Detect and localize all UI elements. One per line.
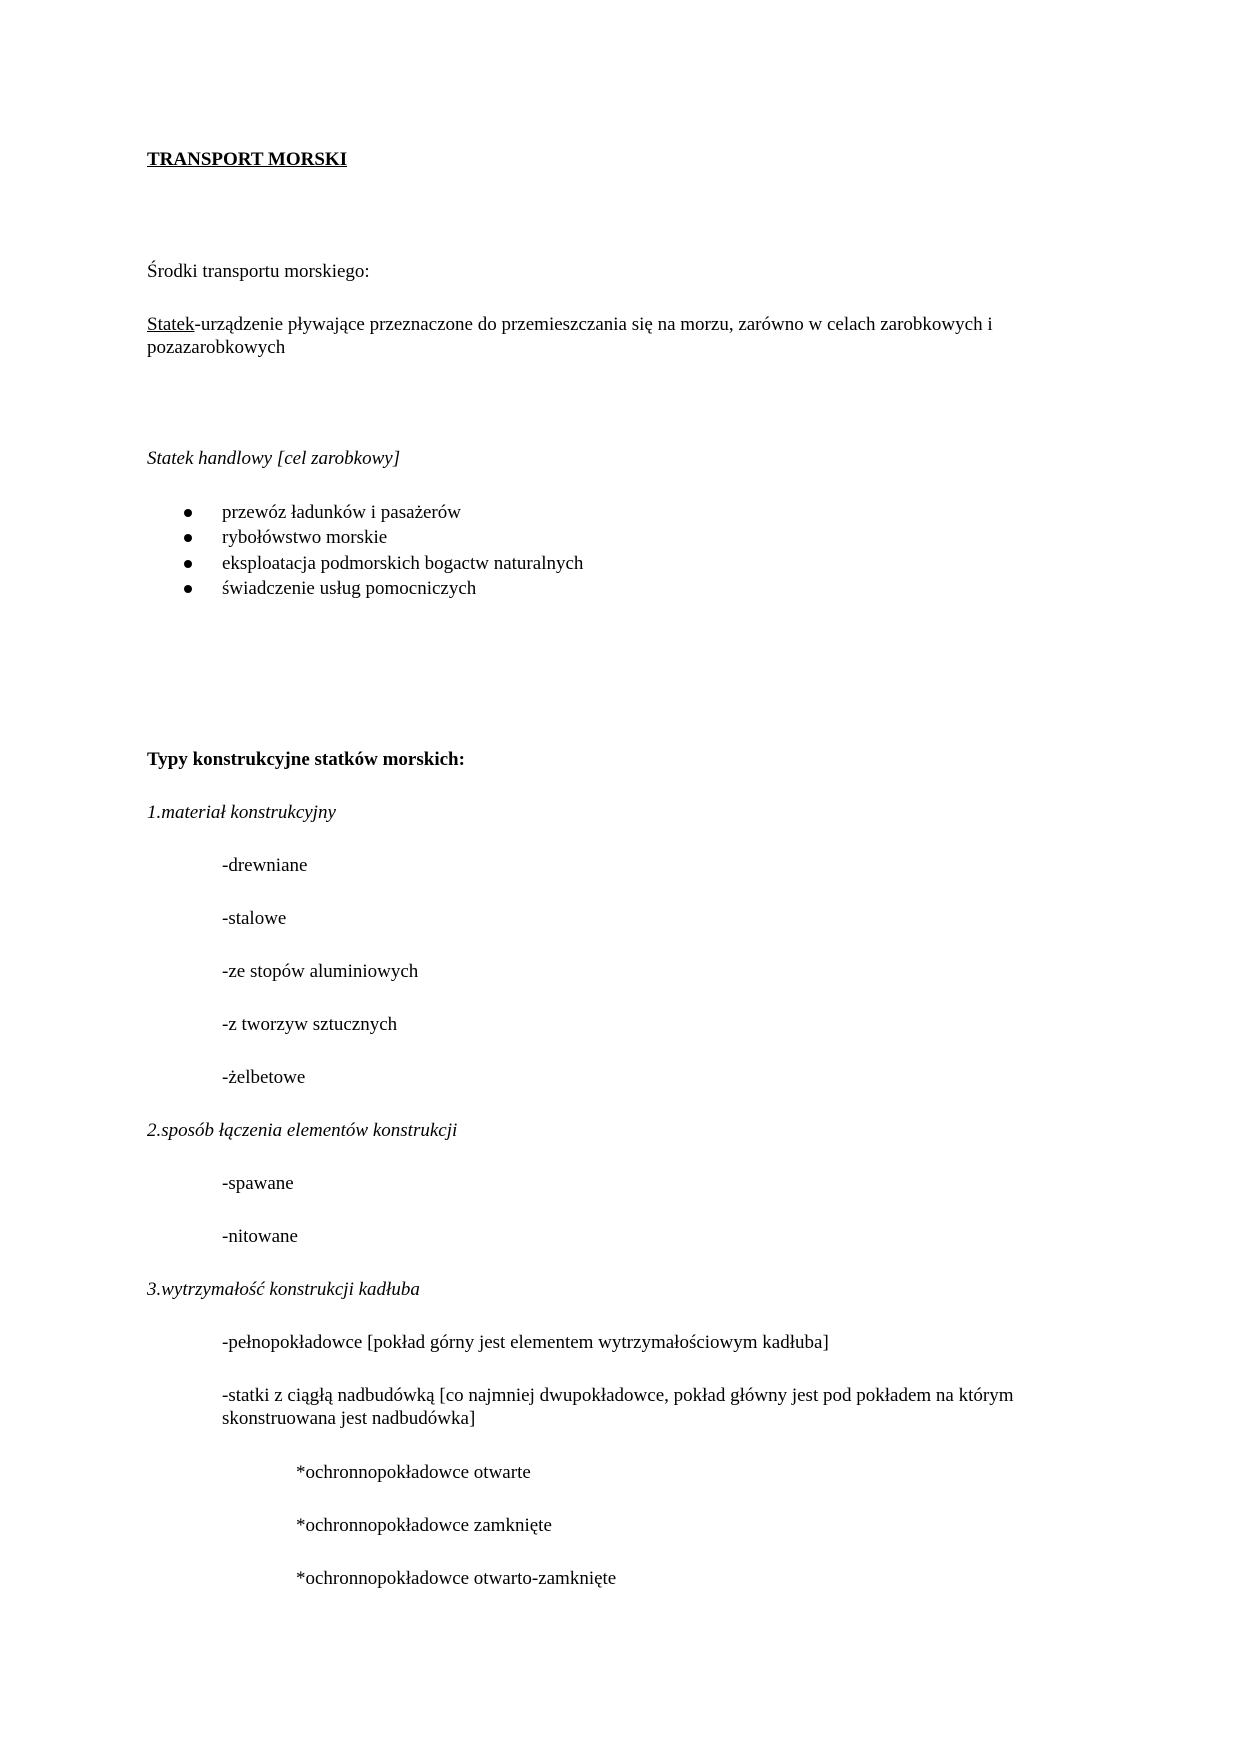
list-item: -pełnopokładowce [pokład górny jest elementem wytrzymałościowym kadłuba]	[222, 1332, 829, 1353]
list-item: -spawane	[222, 1173, 294, 1194]
list-item: *ochronnopokładowce otwarto-zamknięte	[296, 1568, 617, 1589]
list-item: -nitowane	[222, 1226, 298, 1247]
list-item: -drewniane	[222, 855, 308, 876]
list-item: -statki z ciągłą nadbudówką [co najmniej dwupokładowce, pokład główny jest pod pokładem na którym skonstruowana jest nadbudówka]	[222, 1385, 1014, 1429]
ship-definition	[147, 313, 1097, 359]
list-item: świadczenie usług pomocniczych	[147, 577, 583, 602]
list-item: -stalowe	[222, 908, 287, 929]
bullet-icon	[184, 509, 192, 517]
category-material: 1.materiał konstrukcyjny	[147, 802, 336, 823]
bullet-icon	[184, 534, 192, 542]
definition-term: Statek	[147, 314, 195, 335]
list-item: -z tworzyw sztucznych	[222, 1014, 398, 1035]
definition-text: -urządzenie pływające przeznaczone do przemieszczania się na morzu, zarówno w celach zarobkowych i pozazarobkowych	[147, 314, 993, 358]
intro-text: Środki transportu morskiego:	[147, 261, 370, 282]
list-item: *ochronnopokładowce otwarte	[296, 1462, 531, 1483]
construction-types-heading: Typy konstrukcyjne statków morskich:	[147, 749, 465, 770]
list-item: przewóz ładunków i pasażerów	[147, 501, 583, 526]
merchant-ship-heading: Statek handlowy [cel zarobkowy]	[147, 448, 401, 469]
bullet-icon	[184, 585, 192, 593]
category-joining: 2.sposób łączenia elementów konstrukcji	[147, 1120, 458, 1141]
list-item: rybołówstwo morskie	[147, 526, 583, 551]
list-item: -ze stopów aluminiowych	[222, 961, 419, 982]
bullet-icon	[184, 560, 192, 568]
document-title: TRANSPORT MORSKI	[147, 149, 348, 170]
list-item: -żelbetowe	[222, 1067, 306, 1088]
list-item: *ochronnopokładowce zamknięte	[296, 1515, 552, 1536]
merchant-ship-list	[147, 501, 583, 602]
list-item: eksploatacja podmorskich bogactw naturalnych	[147, 552, 583, 577]
category-hull-strength: 3.wytrzymałość konstrukcji kadłuba	[147, 1279, 420, 1300]
